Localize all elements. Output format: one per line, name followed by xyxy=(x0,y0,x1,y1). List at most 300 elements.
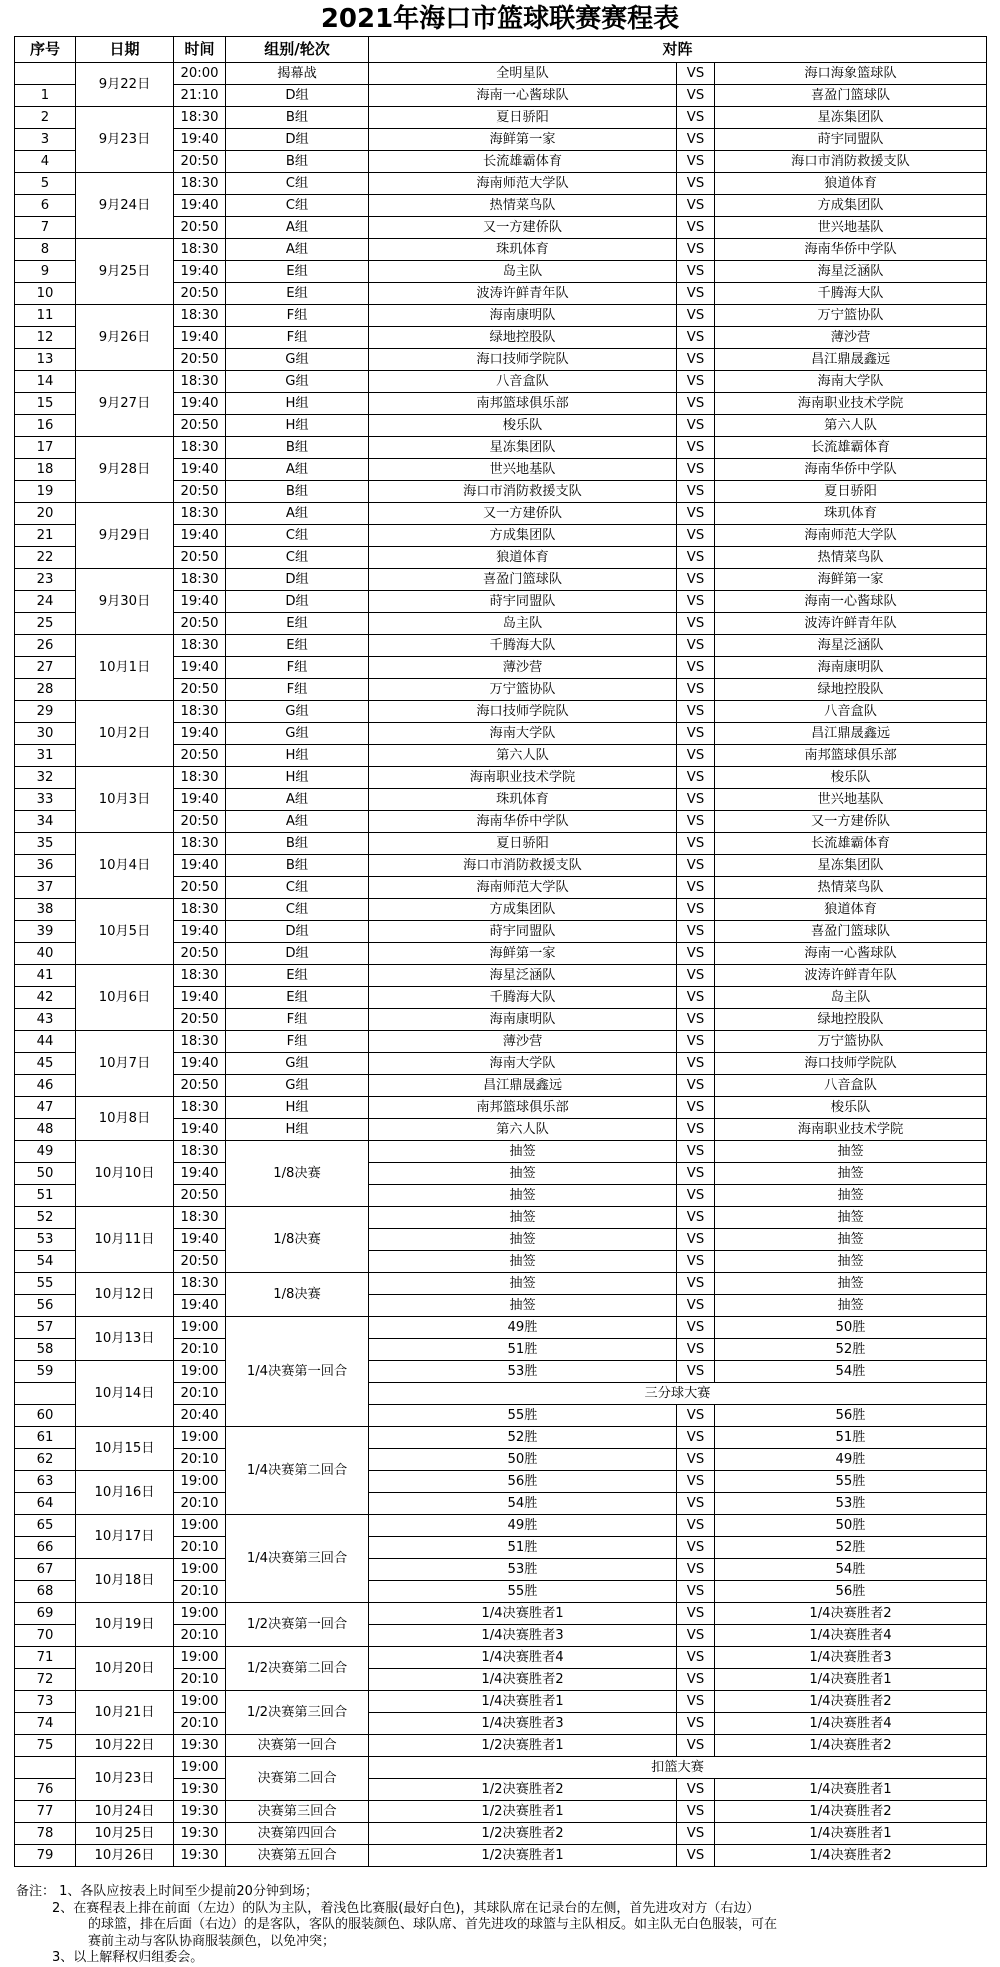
home-team: 昌江鼎晟鑫远 xyxy=(369,1075,677,1097)
vs-label: VS xyxy=(677,701,715,723)
row-number: 39 xyxy=(15,921,76,943)
match-time: 20:50 xyxy=(174,217,226,239)
match-time: 19:40 xyxy=(174,129,226,151)
match-date: 10月7日 xyxy=(76,1031,174,1097)
match-group: H组 xyxy=(226,767,369,789)
vs-label: VS xyxy=(677,1713,715,1735)
vs-label: VS xyxy=(677,1053,715,1075)
row-number: 68 xyxy=(15,1581,76,1603)
match-time: 20:50 xyxy=(174,1185,226,1207)
away-team: 54胜 xyxy=(715,1559,987,1581)
match-date: 10月6日 xyxy=(76,965,174,1031)
match-group: H组 xyxy=(226,415,369,437)
match-time: 20:50 xyxy=(174,745,226,767)
away-team: 波涛许鲜青年队 xyxy=(715,613,987,635)
row-number: 72 xyxy=(15,1669,76,1691)
row-number: 73 xyxy=(15,1691,76,1713)
vs-label: VS xyxy=(677,1845,715,1867)
home-team: 南邦篮球俱乐部 xyxy=(369,393,677,415)
away-team: 1/4决赛胜者2 xyxy=(715,1801,987,1823)
table-row xyxy=(15,437,987,459)
match-group: D组 xyxy=(226,943,369,965)
match-group: C组 xyxy=(226,899,369,921)
table-row xyxy=(15,1801,987,1823)
home-team: 海南大学队 xyxy=(369,723,677,745)
away-team: 1/4决赛胜者1 xyxy=(715,1669,987,1691)
vs-label: VS xyxy=(677,547,715,569)
match-group: E组 xyxy=(226,987,369,1009)
match-date: 9月26日 xyxy=(76,305,174,371)
away-team: 56胜 xyxy=(715,1405,987,1427)
away-team: 绿地控股队 xyxy=(715,1009,987,1031)
match-group: E组 xyxy=(226,283,369,305)
away-team: 53胜 xyxy=(715,1493,987,1515)
home-team: 1/2决赛胜者2 xyxy=(369,1823,677,1845)
match-time: 19:00 xyxy=(174,1757,226,1779)
match-date: 10月26日 xyxy=(76,1845,174,1867)
vs-label: VS xyxy=(677,811,715,833)
vs-label: VS xyxy=(677,1273,715,1295)
vs-label: VS xyxy=(677,1251,715,1273)
home-team: 夏日骄阳 xyxy=(369,107,677,129)
match-time: 18:30 xyxy=(174,965,226,987)
match-time: 19:00 xyxy=(174,1603,226,1625)
match-time: 19:40 xyxy=(174,855,226,877)
row-number: 5 xyxy=(15,173,76,195)
home-team: 海南康明队 xyxy=(369,305,677,327)
away-team: 喜盈门篮球队 xyxy=(715,921,987,943)
match-group: F组 xyxy=(226,305,369,327)
match-time: 20:50 xyxy=(174,481,226,503)
match-time: 19:00 xyxy=(174,1361,226,1383)
match-date: 10月17日 xyxy=(76,1515,174,1559)
match-date: 10月2日 xyxy=(76,701,174,767)
row-number: 40 xyxy=(15,943,76,965)
table-row xyxy=(15,1845,987,1867)
home-team: 1/4决赛胜者2 xyxy=(369,1669,677,1691)
row-number: 77 xyxy=(15,1801,76,1823)
row-number: 11 xyxy=(15,305,76,327)
row-number: 6 xyxy=(15,195,76,217)
table-row xyxy=(15,1471,987,1493)
vs-label: VS xyxy=(677,217,715,239)
match-group: G组 xyxy=(226,1053,369,1075)
home-team: 49胜 xyxy=(369,1515,677,1537)
vs-label: VS xyxy=(677,921,715,943)
away-team: 长流雄霸体育 xyxy=(715,833,987,855)
row-number: 36 xyxy=(15,855,76,877)
vs-label: VS xyxy=(677,1603,715,1625)
match-date: 10月10日 xyxy=(76,1141,174,1207)
vs-label: VS xyxy=(677,767,715,789)
row-number: 49 xyxy=(15,1141,76,1163)
row-number: 48 xyxy=(15,1119,76,1141)
home-team: 抽签 xyxy=(369,1295,677,1317)
vs-label: VS xyxy=(677,1427,715,1449)
match-time: 20:50 xyxy=(174,1009,226,1031)
match-date: 9月23日 xyxy=(76,107,174,173)
home-team: 49胜 xyxy=(369,1317,677,1339)
home-team: 珠玑体育 xyxy=(369,789,677,811)
row-number: 51 xyxy=(15,1185,76,1207)
vs-label: VS xyxy=(677,833,715,855)
match-time: 20:50 xyxy=(174,943,226,965)
home-team: 50胜 xyxy=(369,1449,677,1471)
match-group: 决赛第三回合 xyxy=(226,1801,369,1823)
table-row xyxy=(15,173,987,195)
home-team: 55胜 xyxy=(369,1405,677,1427)
match-group: C组 xyxy=(226,525,369,547)
row-number: 27 xyxy=(15,657,76,679)
match-time: 19:40 xyxy=(174,921,226,943)
away-team: 万宁篮协队 xyxy=(715,305,987,327)
match-group: D组 xyxy=(226,569,369,591)
table-row xyxy=(15,701,987,723)
away-team: 抽签 xyxy=(715,1207,987,1229)
away-team: 海南华侨中学队 xyxy=(715,239,987,261)
table-row xyxy=(15,503,987,525)
match-date: 10月23日 xyxy=(76,1757,174,1801)
match-group: F组 xyxy=(226,657,369,679)
match-date: 10月4日 xyxy=(76,833,174,899)
special-event: 扣篮大赛 xyxy=(369,1757,987,1779)
table-row xyxy=(15,965,987,987)
row-number: 20 xyxy=(15,503,76,525)
row-number: 34 xyxy=(15,811,76,833)
match-date: 10月3日 xyxy=(76,767,174,833)
match-group: C组 xyxy=(226,195,369,217)
away-team: 喜盈门篮球队 xyxy=(715,85,987,107)
vs-label: VS xyxy=(677,855,715,877)
away-team: 世兴地基队 xyxy=(715,789,987,811)
match-time: 18:30 xyxy=(174,569,226,591)
home-team: 星冻集团队 xyxy=(369,437,677,459)
home-team: 1/2决赛胜者1 xyxy=(369,1735,677,1757)
row-number: 75 xyxy=(15,1735,76,1757)
match-group: A组 xyxy=(226,811,369,833)
match-time: 18:30 xyxy=(174,239,226,261)
match-time: 20:10 xyxy=(174,1449,226,1471)
match-date: 10月21日 xyxy=(76,1691,174,1735)
vs-label: VS xyxy=(677,1625,715,1647)
match-group: C组 xyxy=(226,547,369,569)
match-time: 19:40 xyxy=(174,723,226,745)
match-date: 10月24日 xyxy=(76,1801,174,1823)
vs-label: VS xyxy=(677,481,715,503)
vs-label: VS xyxy=(677,459,715,481)
row-number: 7 xyxy=(15,217,76,239)
away-team: 星冻集团队 xyxy=(715,855,987,877)
table-row xyxy=(15,1647,987,1669)
match-time: 18:30 xyxy=(174,635,226,657)
col-header-group: 组别/轮次 xyxy=(226,37,369,63)
match-date: 10月13日 xyxy=(76,1317,174,1361)
vs-label: VS xyxy=(677,1559,715,1581)
match-group: A组 xyxy=(226,217,369,239)
vs-label: VS xyxy=(677,1097,715,1119)
home-team: 1/4决赛胜者1 xyxy=(369,1603,677,1625)
vs-label: VS xyxy=(677,129,715,151)
vs-label: VS xyxy=(677,107,715,129)
match-group: A组 xyxy=(226,239,369,261)
vs-label: VS xyxy=(677,1031,715,1053)
match-group: D组 xyxy=(226,591,369,613)
away-team: 海南职业技术学院 xyxy=(715,1119,987,1141)
home-team: 世兴地基队 xyxy=(369,459,677,481)
home-team: 1/4决赛胜者1 xyxy=(369,1691,677,1713)
away-team: 1/4决赛胜者3 xyxy=(715,1647,987,1669)
row-number: 26 xyxy=(15,635,76,657)
vs-label: VS xyxy=(677,987,715,1009)
vs-label: VS xyxy=(677,1669,715,1691)
match-group: E组 xyxy=(226,635,369,657)
away-team: 第六人队 xyxy=(715,415,987,437)
vs-label: VS xyxy=(677,1823,715,1845)
row-number: 33 xyxy=(15,789,76,811)
row-number: 13 xyxy=(15,349,76,371)
match-group: B组 xyxy=(226,855,369,877)
row-number: 2 xyxy=(15,107,76,129)
vs-label: VS xyxy=(677,943,715,965)
home-team: 莳宇同盟队 xyxy=(369,921,677,943)
away-team: 55胜 xyxy=(715,1471,987,1493)
home-team: 53胜 xyxy=(369,1361,677,1383)
match-date: 10月20日 xyxy=(76,1647,174,1691)
row-number: 28 xyxy=(15,679,76,701)
row-number: 21 xyxy=(15,525,76,547)
home-team: 狼道体育 xyxy=(369,547,677,569)
schedule-table xyxy=(14,36,987,1867)
match-time: 20:50 xyxy=(174,877,226,899)
away-team: 星冻集团队 xyxy=(715,107,987,129)
match-time: 18:30 xyxy=(174,437,226,459)
match-group: C组 xyxy=(226,173,369,195)
row-number: 67 xyxy=(15,1559,76,1581)
table-row xyxy=(15,1515,987,1537)
vs-label: VS xyxy=(677,1779,715,1801)
row-number: 52 xyxy=(15,1207,76,1229)
home-team: 第六人队 xyxy=(369,745,677,767)
home-team: 热情菜鸟队 xyxy=(369,195,677,217)
home-team: 1/4决赛胜者3 xyxy=(369,1625,677,1647)
home-team: 51胜 xyxy=(369,1339,677,1361)
match-time: 19:00 xyxy=(174,1515,226,1537)
home-team: 海星泛涵队 xyxy=(369,965,677,987)
match-date: 10月16日 xyxy=(76,1471,174,1515)
away-team: 海南师范大学队 xyxy=(715,525,987,547)
match-group: 决赛第五回合 xyxy=(226,1845,369,1867)
table-row xyxy=(15,1361,987,1383)
table-row xyxy=(15,305,987,327)
away-team: 八音盒队 xyxy=(715,1075,987,1097)
home-team: 海鲜第一家 xyxy=(369,943,677,965)
away-team: 世兴地基队 xyxy=(715,217,987,239)
match-group: 揭幕战 xyxy=(226,63,369,85)
vs-label: VS xyxy=(677,1405,715,1427)
table-row xyxy=(15,1823,987,1845)
match-date: 9月30日 xyxy=(76,569,174,635)
away-team: 又一方建侨队 xyxy=(715,811,987,833)
match-time: 19:30 xyxy=(174,1823,226,1845)
home-team: 薄沙营 xyxy=(369,657,677,679)
match-time: 18:30 xyxy=(174,107,226,129)
row-number: 62 xyxy=(15,1449,76,1471)
row-number: 44 xyxy=(15,1031,76,1053)
away-team: 抽签 xyxy=(715,1141,987,1163)
vs-label: VS xyxy=(677,261,715,283)
table-row xyxy=(15,635,987,657)
match-date: 10月19日 xyxy=(76,1603,174,1647)
home-team: 海南大学队 xyxy=(369,1053,677,1075)
vs-label: VS xyxy=(677,1537,715,1559)
match-time: 20:50 xyxy=(174,811,226,833)
away-team: 昌江鼎晟鑫远 xyxy=(715,723,987,745)
table-row xyxy=(15,1757,987,1779)
home-team: 薄沙营 xyxy=(369,1031,677,1053)
note-line-2: 2、在赛程表上排在前面（左边）的队为主队，着浅色比赛服(最好白色)，其球队席在记录台的左侧，首先进攻对方（右边） xyxy=(52,1900,760,1916)
row-number: 29 xyxy=(15,701,76,723)
vs-label: VS xyxy=(677,723,715,745)
row-number: 70 xyxy=(15,1625,76,1647)
col-header-no: 序号 xyxy=(15,37,76,63)
vs-label: VS xyxy=(677,371,715,393)
match-group: H组 xyxy=(226,1097,369,1119)
row-number: 64 xyxy=(15,1493,76,1515)
away-team: 抽签 xyxy=(715,1251,987,1273)
home-team: 抽签 xyxy=(369,1229,677,1251)
match-group: 1/4决赛第二回合 xyxy=(226,1427,369,1515)
away-team: 抽签 xyxy=(715,1185,987,1207)
home-team: 海口技师学院队 xyxy=(369,349,677,371)
match-time: 19:40 xyxy=(174,1119,226,1141)
vs-label: VS xyxy=(677,415,715,437)
home-team: 第六人队 xyxy=(369,1119,677,1141)
vs-label: VS xyxy=(677,283,715,305)
away-team: 莳宇同盟队 xyxy=(715,129,987,151)
match-group: D组 xyxy=(226,129,369,151)
row-number: 71 xyxy=(15,1647,76,1669)
match-time: 19:00 xyxy=(174,1647,226,1669)
match-time: 19:30 xyxy=(174,1801,226,1823)
match-time: 18:30 xyxy=(174,701,226,723)
match-date: 10月11日 xyxy=(76,1207,174,1273)
vs-label: VS xyxy=(677,1581,715,1603)
vs-label: VS xyxy=(677,635,715,657)
away-team: 49胜 xyxy=(715,1449,987,1471)
vs-label: VS xyxy=(677,1185,715,1207)
table-row xyxy=(15,63,987,85)
vs-label: VS xyxy=(677,151,715,173)
vs-label: VS xyxy=(677,745,715,767)
vs-label: VS xyxy=(677,679,715,701)
away-team: 50胜 xyxy=(715,1515,987,1537)
match-group: D组 xyxy=(226,921,369,943)
match-time: 18:30 xyxy=(174,305,226,327)
vs-label: VS xyxy=(677,1119,715,1141)
match-group: 1/4决赛第三回合 xyxy=(226,1515,369,1603)
notes xyxy=(16,1884,986,1967)
match-time: 20:50 xyxy=(174,415,226,437)
vs-label: VS xyxy=(677,1471,715,1493)
home-team: 莳宇同盟队 xyxy=(369,591,677,613)
away-team: 热情菜鸟队 xyxy=(715,547,987,569)
row-number xyxy=(15,63,76,85)
match-time: 18:30 xyxy=(174,503,226,525)
vs-label: VS xyxy=(677,1009,715,1031)
away-team: 海南华侨中学队 xyxy=(715,459,987,481)
vs-label: VS xyxy=(677,1493,715,1515)
away-team: 1/4决赛胜者1 xyxy=(715,1823,987,1845)
match-time: 20:10 xyxy=(174,1493,226,1515)
table-row xyxy=(15,107,987,129)
match-group: 1/2决赛第三回合 xyxy=(226,1691,369,1735)
row-number: 66 xyxy=(15,1537,76,1559)
away-team: 波涛许鲜青年队 xyxy=(715,965,987,987)
table-row xyxy=(15,1691,987,1713)
row-number: 24 xyxy=(15,591,76,613)
match-group: A组 xyxy=(226,459,369,481)
match-group: F组 xyxy=(226,1031,369,1053)
home-team: 千腾海大队 xyxy=(369,635,677,657)
row-number: 37 xyxy=(15,877,76,899)
match-date: 9月28日 xyxy=(76,437,174,503)
match-time: 19:40 xyxy=(174,1295,226,1317)
match-time: 20:00 xyxy=(174,63,226,85)
match-time: 19:00 xyxy=(174,1691,226,1713)
row-number: 16 xyxy=(15,415,76,437)
away-team: 海口海象篮球队 xyxy=(715,63,987,85)
home-team: 又一方建侨队 xyxy=(369,503,677,525)
away-team: 抽签 xyxy=(715,1295,987,1317)
vs-label: VS xyxy=(677,1207,715,1229)
match-date: 10月5日 xyxy=(76,899,174,965)
home-team: 万宁篮协队 xyxy=(369,679,677,701)
match-time: 18:30 xyxy=(174,833,226,855)
match-date: 10月18日 xyxy=(76,1559,174,1603)
row-number: 65 xyxy=(15,1515,76,1537)
match-time: 20:10 xyxy=(174,1339,226,1361)
row-number: 10 xyxy=(15,283,76,305)
row-number: 79 xyxy=(15,1845,76,1867)
note-line-4: 赛前主动与客队协商服装颜色，以免冲突； xyxy=(88,1933,336,1949)
home-team: 1/4决赛胜者4 xyxy=(369,1647,677,1669)
row-number: 41 xyxy=(15,965,76,987)
match-time: 19:40 xyxy=(174,1163,226,1185)
vs-label: VS xyxy=(677,503,715,525)
match-time: 20:50 xyxy=(174,1251,226,1273)
home-team: 海南康明队 xyxy=(369,1009,677,1031)
match-time: 20:10 xyxy=(174,1383,226,1405)
vs-label: VS xyxy=(677,393,715,415)
away-team: 南邦篮球俱乐部 xyxy=(715,745,987,767)
vs-label: VS xyxy=(677,1229,715,1251)
away-team: 1/4决赛胜者1 xyxy=(715,1779,987,1801)
match-time: 20:50 xyxy=(174,283,226,305)
away-team: 海鲜第一家 xyxy=(715,569,987,591)
away-team: 狼道体育 xyxy=(715,899,987,921)
home-team: 抽签 xyxy=(369,1207,677,1229)
header-row xyxy=(15,37,987,63)
match-time: 18:30 xyxy=(174,767,226,789)
vs-label: VS xyxy=(677,1075,715,1097)
match-time: 19:40 xyxy=(174,657,226,679)
row-number: 15 xyxy=(15,393,76,415)
match-group: F组 xyxy=(226,679,369,701)
away-team: 抽签 xyxy=(715,1229,987,1251)
match-date: 9月24日 xyxy=(76,173,174,239)
match-group: A组 xyxy=(226,503,369,525)
table-row xyxy=(15,371,987,393)
